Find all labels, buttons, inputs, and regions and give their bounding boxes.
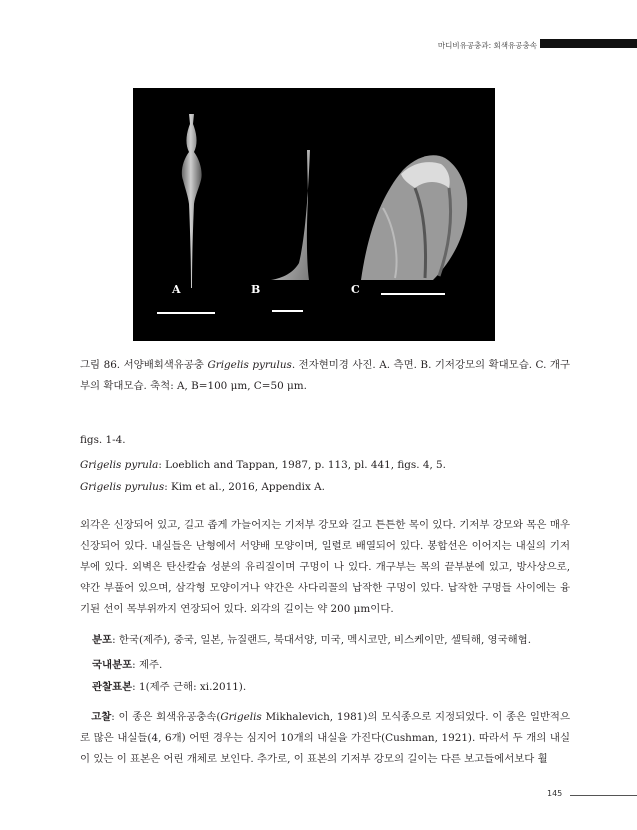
synonymy-line-1: figs. 1-4. <box>80 434 126 446</box>
specimen-line: 관찰표본: 1(제주 근해: xi.2011). <box>92 681 247 693</box>
sem-figure <box>133 88 495 341</box>
sem-plate <box>133 88 495 341</box>
remarks-paragraph: 고찰: 이 종은 회색유공충속(Grigelis Mikhalevich, 1981)의 모식종으로 지정되었다. 이 종은 일반적으로 많은 내실들(4, 6개) 어떤 경우는 심지어 10개의 내실을 가진다(Cushman, 1921). 따라서 두 개의 내실이 있는 이 표본은 어린 개체로 보인다. 추가로, 이 표본의 기저부 강모의 길이는 다른 보고들에서보다 훨 <box>80 711 570 766</box>
specimen-a <box>182 114 202 288</box>
scale-bar-a <box>157 312 215 314</box>
domestic-distribution-line: 국내분포: 제주. <box>92 659 163 671</box>
scale-bar-b <box>272 310 303 312</box>
page-rule <box>570 795 637 796</box>
label-c: C <box>351 283 360 296</box>
synonymy-line-3: Grigelis pyrulus: Kim et al., 2016, Appendix A. <box>80 481 325 493</box>
synonymy-line-2: Grigelis pyrula: Loeblich and Tappan, 1987, p. 113, pl. 441, figs. 4, 5. <box>80 459 446 471</box>
description-paragraph: 외각은 신장되어 있고, 길고 좁게 가늘어지는 기저부 강모와 길고 튼튼한 목이 있다. 기저부 강모와 목은 매우 신장되어 있다. 내실들은 난형에서 서양배 모양이며, 일렬로 배열되어 있다. 봉합선은 이어지는 내실의 기저부에 있다. 외벽은 탄산칼슘 성분의 유리질이며 구멍이 나 있다. 개구부는 목의 끝부분에 있고, 방사상으로, 약간 부풀어 있으며, 삼각형 모양이거나 약간은 사다리꼴의 납작한 구멍이 있다. 납작한 구멍들 사이에는 융기된 선이 목부위까지 연장되어 있다. 외각의 길이는 약 200 μm이다. <box>80 519 570 615</box>
label-b: B <box>251 283 261 296</box>
label-a: A <box>172 283 181 296</box>
running-header: 마디비유공충과: 회색유공충속 <box>437 41 537 50</box>
figure-caption: 그림 86. 서양배회색유공충 Grigelis pyrulus. 전자현미경 사진. A. 측면. B. 기저강모의 확대모습. C. 개구부의 확대모습. 축척: A, B=100 μm, C=50 μm. <box>80 359 571 392</box>
page-number: 145 <box>547 789 563 798</box>
specimen-b <box>271 150 310 280</box>
distribution-line: 분포: 한국(제주), 중국, 일본, 뉴질랜드, 북대서양, 미국, 멕시코만, 비스케이만, 셀틱해, 영국해협. <box>92 634 532 646</box>
scale-bar-c <box>381 293 445 295</box>
header-bar <box>540 39 637 48</box>
